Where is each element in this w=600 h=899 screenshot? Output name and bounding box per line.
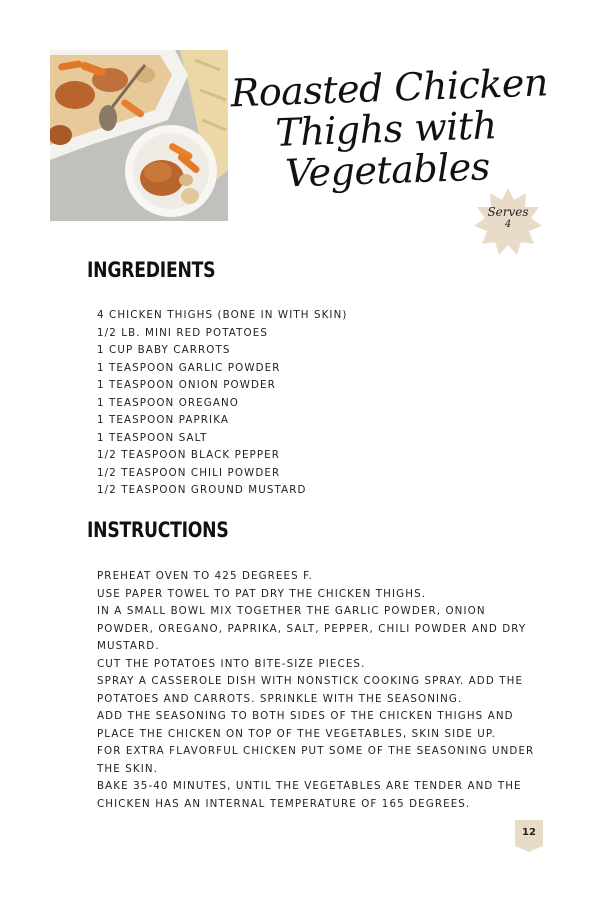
list-item: 1 TEASPOON ONION POWDER <box>97 379 276 391</box>
list-item: 1/2 LB. MINI RED POTATOES <box>97 326 268 339</box>
serves-label: Serves <box>487 205 529 219</box>
ingredients-heading: INGREDIENTS <box>87 258 216 282</box>
page-number: 12 <box>522 827 536 838</box>
list-item: 1/2 TEASPOON GROUND MUSTARD <box>97 484 307 496</box>
list-item: SPRAY A CASSEROLE DISH WITH NONSTICK COOKING SPRAY. ADD THE POTATOES AND CARROTS. SPRINKLE WITH THE SEASONING. <box>97 675 524 705</box>
list-item: 1/2 TEASPOON BLACK PEPPER <box>97 449 281 461</box>
serves-badge <box>472 186 544 258</box>
list-item: IN A SMALL BOWL MIX TOGETHER THE GARLIC POWDER, ONION POWDER, OREGANO, PAPRIKA, SALT, PEPPER, CHILI POWDER AND DRY MUSTARD. <box>97 605 527 652</box>
food-photo <box>50 50 228 221</box>
list-item: 4 CHICKEN THIGHS (BONE IN WITH SKIN) <box>97 309 348 321</box>
list-item: FOR EXTRA FLAVORFUL CHICKEN PUT SOME OF THE SEASONING UNDER THE SKIN. <box>97 745 535 775</box>
list-item: BAKE 35-40 MINUTES, UNTIL THE VEGETABLES ARE TENDER AND THE CHICKEN HAS AN INTERNAL TEMPERATURE OF 165 DEGREES. <box>97 780 522 810</box>
list-item: 1 TEASPOON OREGANO <box>97 396 239 409</box>
list-item: 1/2 TEASPOON CHILI POWDER <box>97 466 281 479</box>
title-line: Thighs with <box>274 103 498 155</box>
list-item: CUT THE POTATOES INTO BITE-SIZE PIECES. <box>97 657 366 670</box>
recipe-title <box>229 60 549 197</box>
list-item: 1 CUP BABY CARROTS <box>97 344 231 356</box>
instructions-heading: INSTRUCTIONS <box>87 518 229 542</box>
list-item: ADD THE SEASONING TO BOTH SIDES OF THE CHICKEN THIGHS AND PLACE THE CHICKEN ON TOP OF THE VEGETABLES, SKIN SIDE UP. <box>97 710 514 740</box>
list-item: 1 TEASPOON SALT <box>97 431 208 444</box>
list-item: PREHEAT OVEN TO 425 DEGREES F. <box>97 570 313 582</box>
list-item: 1 TEASPOON GARLIC POWDER <box>97 361 281 374</box>
instructions-list <box>97 568 547 813</box>
ingredients-list <box>97 307 348 500</box>
list-item: 1 TEASPOON PAPRIKA <box>97 414 230 426</box>
page-number-badge <box>515 820 543 852</box>
serves-count: 4 <box>504 219 512 230</box>
title-line: Roasted Chicken <box>229 60 549 116</box>
title-line: Vegetables <box>284 144 491 196</box>
list-item: USE PAPER TOWEL TO PAT DRY THE CHICKEN THIGHS. <box>97 587 427 600</box>
